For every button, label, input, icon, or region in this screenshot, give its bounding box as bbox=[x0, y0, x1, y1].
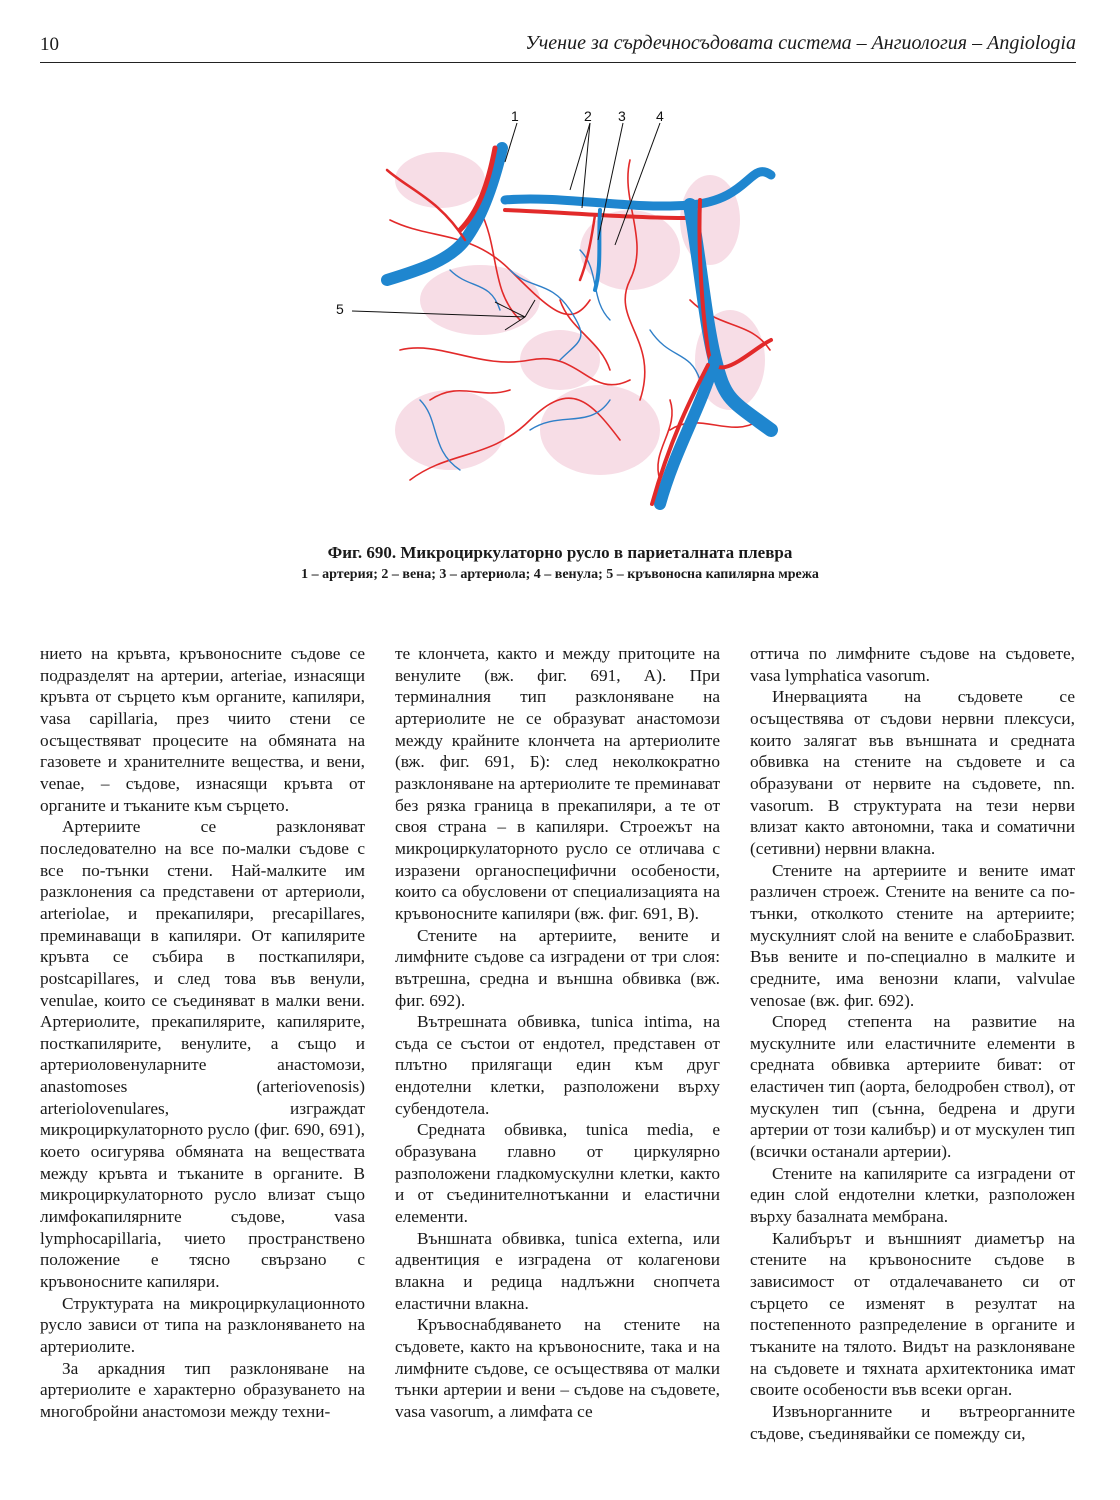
paragraph: нието на кръвта, кръвоносните съдове се подразделят на артерии, arteriae, изнасящи кръвта от сърцето към органите, капиляри, vasa capillaria, през чиито стени се осъществяват процесите на обмяната на газовете и хранителните вещества, и вени, venae, – съдове, изнасящи кръвта от органите и тъканите към сърцето. bbox=[40, 644, 365, 815]
page-header bbox=[40, 30, 1076, 63]
figure-caption-title: Фиг. 690. Микроциркулаторно русло в париеталната плевра bbox=[327, 543, 793, 562]
paragraph: Артериите се разклоняват последователно на все по-малки съдове с все по-тънки стени. Най-малките им разклонения са представени от артериоли, arteriolae, и прекапиляри, precapillares, преминаващи в капиляри. От капилярите кръвта се събира в посткапиляри, postcapillares, и след това във венули, venulae, които се съединяват в малки вени. Артериолите, прекапилярите, капилярите, посткапилярите, венулите, а също и артериоловенуларните анастомози, anastomoses (arteriovenosis) arteriolovenulares, изграждат микроциркулаторното русло (фиг. 690, 691), което осигурява обмяната на веществата между кръвта и тъканите в органите. В микроциркулаторното русло влизат също лимфокапилярните съдове, vasa lymphocapillaria, чието пространствено положение е тясно свързано с кръвоносните капиляри. bbox=[40, 817, 365, 1292]
label-1: 1 bbox=[511, 108, 519, 124]
label-3: 3 bbox=[618, 108, 626, 124]
running-head: Учение за сърдечносъдовата система – Ангиология – Angiologia bbox=[525, 32, 1076, 54]
paragraph: Според степента на развитие на мускулните или еластичните елементи в средната обвивка артериите биват: от еластичен тип (аорта, белодробен ствол), от мускулен тип (сънна, бедрена и други артерии от този калибър) и от мускулен тип (всички останали артерии). bbox=[750, 1012, 1075, 1162]
paragraph: Калибърът и външният диаметър на стените на кръвоносните съдове в зависимост от отдалечаването си от сърцето се изменят в резултат на постепенното разпределение в органите и тъканите на тялото. Видът на разклоняване на съдовете и тяхната архитектоника имат своите особености във всеки орган. bbox=[750, 1228, 1075, 1400]
microcirculation-illustration bbox=[330, 100, 790, 510]
text-column-3 bbox=[750, 643, 1075, 1444]
paragraph: те клончета, както и между притоците на венулите (вж. фиг. 691, А). При терминалния тип разклоняване на артериолите не се образуват анастомози между крайните клончета на артериолите (вж. фиг. 691, Б): след неколкократно разклоняване на артериолите те преминават без рязка граница в прекапиляри, а те от своя страна – в капиляри. Строежът на микроциркулаторното русло се отличава с изразени органоспецифични особености, които са обусловени от специализацията на кръвоносните капиляри (вж. фиг. 691, В). bbox=[395, 644, 720, 923]
paragraph: Кръвоснабдяването на стените на съдовете, както на кръвоносните, така и на лимфните съдове, се осъществява от малки тънки артерии и вени – съдове на съдовете, vasa vasorum, а лимфата се bbox=[395, 1315, 720, 1421]
paragraph: оттича по лимфните съдове на съдовете, vasa lymphatica vasorum. bbox=[750, 644, 1075, 685]
label-4: 4 bbox=[656, 108, 664, 124]
paragraph: Средната обвивка, tunica media, е образувана главно от циркулярно разположени гладкомускулни клетки, както и от съединителнотъканни и еластични елементи. bbox=[395, 1120, 720, 1227]
figure-690 bbox=[330, 100, 790, 510]
label-2: 2 bbox=[584, 108, 592, 124]
paragraph: Структурата на микроциркулационното русло зависи от типа на разклоняването на артериолите. bbox=[40, 1293, 365, 1356]
paragraph: Външната обвивка, tunica externa, или адвентиция е изградена от колагенови влакна и редица надлъжни снопчета еластични влакна. bbox=[395, 1228, 720, 1313]
paragraph: За аркадния тип разклоняване на артериолите е характерно образуването на многобройни анастомози между техни- bbox=[40, 1358, 365, 1421]
paragraph: Вътрешната обвивка, tunica intima, на съда се състои от ендотел, представен от плътно прилягащи един към друг ендотелни клетки, разположени върху субендотела. bbox=[395, 1012, 720, 1118]
paragraph: Стените на капилярите са изградени от един слой ендотелни клетки, разположен върху базалната мембрана. bbox=[750, 1163, 1075, 1227]
paragraph: Стените на артериите, вените и лимфните съдове са изградени от три слоя: вътрешна, средна и външна обвивка (вж. фиг. 692). bbox=[395, 925, 720, 1010]
paragraph: Инервацията на съдовете се осъществява от съдови нервни плексуси, които залягат във външната и средната обвивка на стените на съдовете и са образувани от нервите на съдовете, nn. vasorum. В структурата на тези нерви влизат както автономни, така и соматични (сетивни) нервни влакна. bbox=[750, 687, 1075, 858]
text-column-1 bbox=[40, 643, 365, 1423]
figure-caption-legend: 1 – артерия; 2 – вена; 3 – артериола; 4 – венула; 5 – кръвоносна капилярна мрежа bbox=[301, 567, 819, 582]
paragraph: Стените на артериите и вените имат различен строеж. Стените на вените са по-тънки, отколкото стените на артериите; мускулният слой на вените е слабоБразвит. Във вените и по-специално в малките и средните, има венозни клапи, valvulae venosae (вж. фиг. 692). bbox=[750, 860, 1075, 1010]
paragraph: Извънорганните и вътреорганните съдове, съединявайки се помежду си, bbox=[750, 1401, 1075, 1443]
label-5: 5 bbox=[336, 301, 344, 317]
page-number: 10 bbox=[40, 34, 59, 55]
text-column-2 bbox=[395, 643, 720, 1423]
